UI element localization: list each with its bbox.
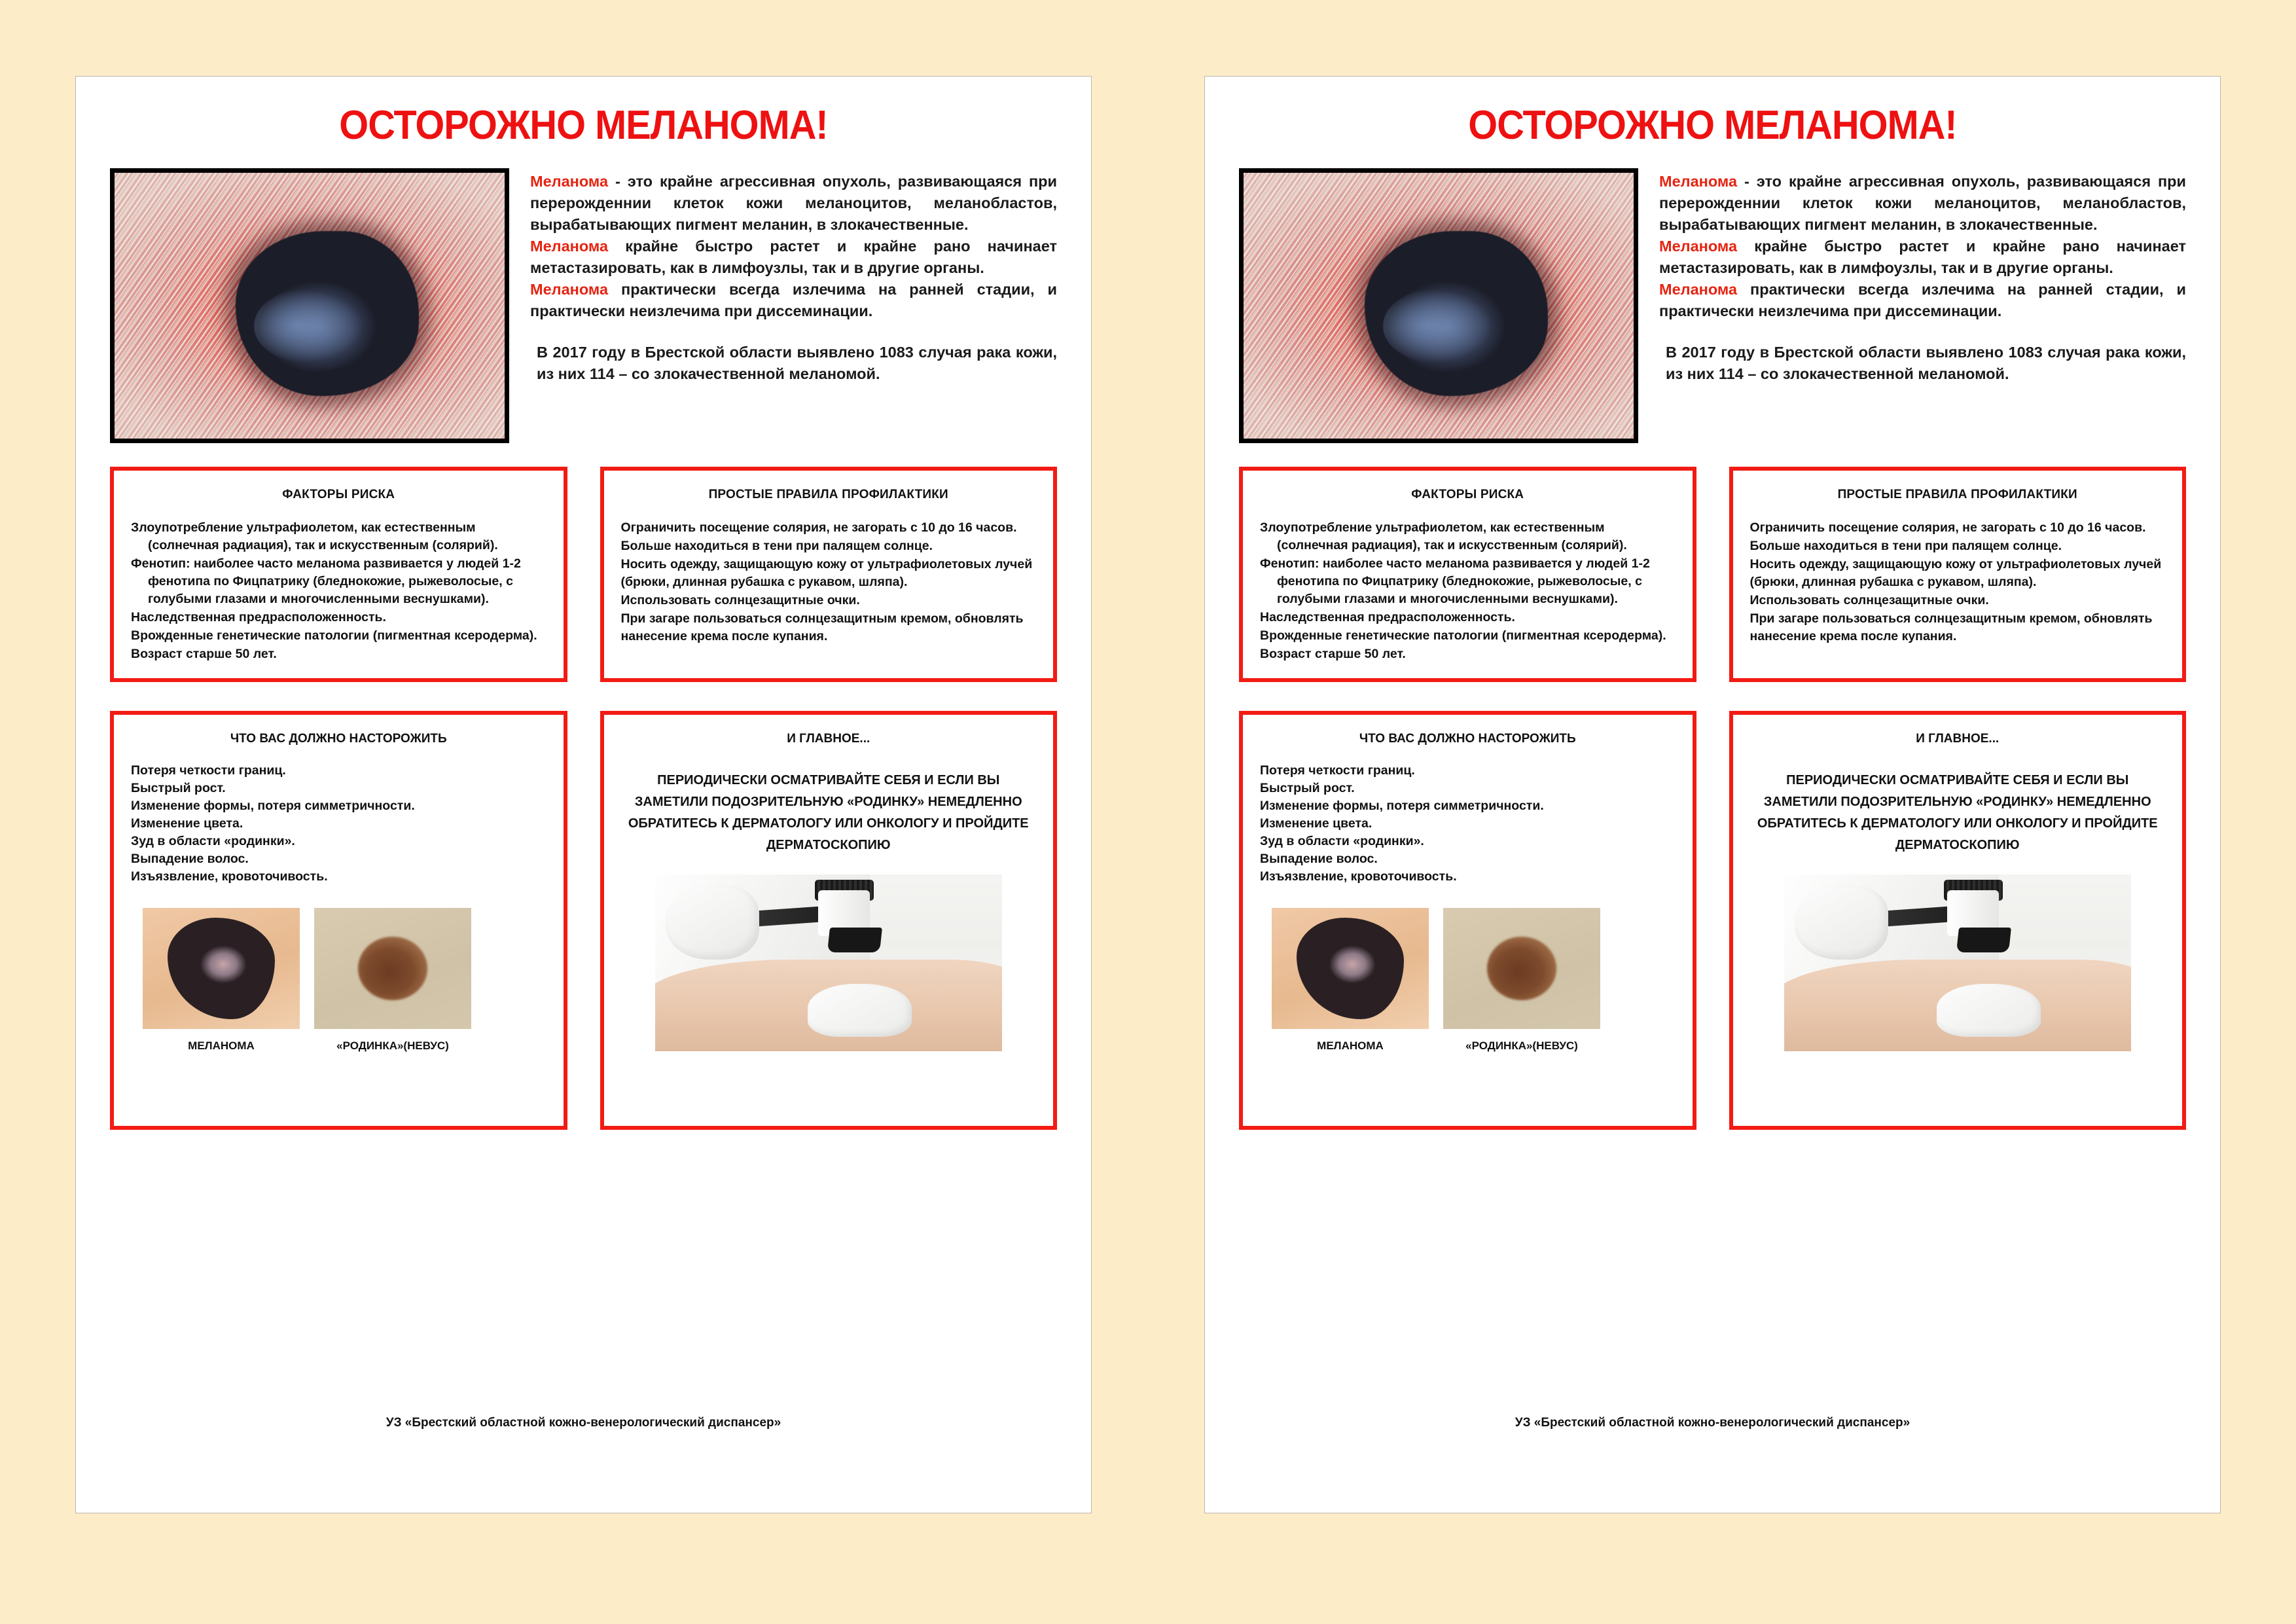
- lower-boxes-row: [110, 711, 1057, 1130]
- main-message-heading: И ГЛАВНОЕ...: [787, 732, 870, 746]
- melanoma-comparison-photo: [143, 908, 300, 1029]
- list-item: Потеря четкости границ.: [131, 763, 286, 778]
- list-item: Выпадение волос.: [1260, 852, 1378, 866]
- intro-paragraph-3-rest: практически всегда излечима на ранней стадии, и практически неизлечима при диссеминации.: [530, 281, 1057, 319]
- warning-signs-list: [1257, 762, 1678, 886]
- intro-paragraph-1-rest: - это крайне агрессивная опухоль, развивающаяся при перерожденнии клеток кожи меланоцитов, меланобластов, вырабатывающих пигмент меланин, в злокачественные.: [530, 173, 1057, 233]
- list-item: Носить одежду, защищающую кожу от ультрафиолетовых лучей (брюки, длинная рубашка с рукавом, шляпа).: [1749, 557, 2162, 589]
- keyword-melanoma: Меланома: [530, 281, 609, 298]
- list-item: Изменение цвета.: [131, 816, 243, 831]
- list-item: Зуд в области «родинки».: [131, 834, 295, 848]
- warning-signs-heading: ЧТО ВАС ДОЛЖНО НАСТОРОЖИТЬ: [230, 732, 447, 746]
- caption-melanoma: МЕЛАНОМА: [1317, 1039, 1384, 1052]
- main-message-text: ПЕРИОДИЧЕСКИ ОСМАТРИВАЙТЕ СЕБЯ И ЕСЛИ ВЫ ЗАМЕТИЛИ ПОДОЗРИТЕЛЬНУЮ «РОДИНКУ» НЕМЕДЛЕННО ОБРАТИТЕСЬ К ДЕРМАТОЛОГУ ИЛИ ОНКОЛОГУ И ПРОЙДИТЕ ДЕРМАТОСКОПИЮ: [628, 773, 1029, 852]
- list-item: При загаре пользоваться солнцезащитным кремом, обновлять нанесение крема после купания.: [620, 611, 1024, 643]
- list-item: Злоупотребление ультрафиолетом, как естественным (солнечная радиация), так и искусственным (солярий).: [131, 520, 498, 552]
- keyword-melanoma: Меланома: [530, 238, 609, 255]
- risk-factors-heading: ФАКТОРЫ РИСКА: [1411, 488, 1524, 501]
- nevus-comparison-photo: [1443, 908, 1600, 1029]
- intro-paragraph-2-rest: крайне быстро растет и крайне рано начинает метастазировать, как в лимфоузлы, так и в другие органы.: [1659, 238, 2186, 276]
- prevention-box: [600, 467, 1058, 682]
- list-item: Наследственная предрасположенность.: [1260, 610, 1515, 624]
- list-item: Наследственная предрасположенность.: [131, 610, 386, 624]
- prevention-heading: ПРОСТЫЕ ПРАВИЛА ПРОФИЛАКТИКИ: [708, 488, 948, 501]
- list-item: Фенотип: наиболее часто меланома развивается у людей 1-2 фенотипа по Фицпатрику (бледнокожие, рыжеволосые, с голубыми глазами и многочисленными веснушками).: [131, 556, 521, 606]
- intro-paragraph-1: [1659, 171, 2186, 236]
- intro-section: [110, 168, 1057, 443]
- main-message-box: [1729, 711, 2187, 1130]
- keyword-melanoma: Меланома: [1659, 238, 1738, 255]
- list-item: Быстрый рост.: [131, 781, 226, 795]
- intro-paragraph-2: [1659, 236, 2186, 279]
- melanoma-lesion: [1365, 231, 1548, 396]
- footer-text: УЗ «Брестский областной кожно-венерологический диспансер»: [386, 1416, 781, 1430]
- prevention-list: [1748, 519, 2168, 645]
- comparison-captions: [1257, 1039, 1678, 1053]
- intro-paragraph-2-rest: крайне быстро растет и крайне рано начинает метастазировать, как в лимфоузлы, так и в другие органы.: [530, 238, 1057, 276]
- list-item: Врожденные генетические патологии (пигментная ксеродерма).: [131, 628, 537, 643]
- warning-signs-heading: ЧТО ВАС ДОЛЖНО НАСТОРОЖИТЬ: [1359, 732, 1576, 746]
- comparison-captions: [128, 1039, 549, 1053]
- list-item: При загаре пользоваться солнцезащитным кремом, обновлять нанесение крема после купания.: [1749, 611, 2153, 643]
- dermatoscope-head: [827, 928, 882, 952]
- risk-factors-heading: ФАКТОРЫ РИСКА: [282, 488, 395, 501]
- intro-text: [1659, 168, 2186, 443]
- keyword-melanoma: Меланома: [1659, 173, 1738, 190]
- caption-nevus: «РОДИНКА»(НЕВУС): [336, 1039, 449, 1052]
- intro-section: [1239, 168, 2186, 443]
- dermatoscopy-photo: [1784, 875, 2131, 1051]
- intro-paragraph-2: [530, 236, 1057, 279]
- melanoma-comparison-photo: [1272, 908, 1429, 1029]
- comparison-images: [128, 908, 549, 1029]
- list-item: Больше находиться в тени при палящем солнце.: [1749, 539, 2062, 553]
- list-item: Изменение формы, потеря симметричности.: [1260, 799, 1544, 813]
- keyword-melanoma: Меланома: [530, 173, 609, 190]
- gloved-hand-lower: [808, 984, 912, 1037]
- gloved-hand-upper: [666, 885, 759, 959]
- prevention-list: [619, 519, 1039, 645]
- statistics-paragraph: В 2017 году в Брестской области выявлено 1083 случая рака кожи, из них 114 – со злокачественной меланомой.: [537, 344, 1057, 382]
- main-message-heading: И ГЛАВНОЕ...: [1916, 732, 2000, 746]
- list-item: Возраст старше 50 лет.: [1260, 647, 1406, 661]
- gloved-hand-upper: [1795, 885, 1888, 959]
- main-message-text: ПЕРИОДИЧЕСКИ ОСМАТРИВАЙТЕ СЕБЯ И ЕСЛИ ВЫ ЗАМЕТИЛИ ПОДОЗРИТЕЛЬНУЮ «РОДИНКУ» НЕМЕДЛЕННО ОБРАТИТЕСЬ К ДЕРМАТОЛОГУ ИЛИ ОНКОЛОГУ И ПРОЙДИТЕ ДЕРМАТОСКОПИЮ: [1757, 773, 2158, 852]
- melanoma-photo: [110, 168, 509, 443]
- page-title: ОСТОРОЖНО МЕЛАНОМА!: [1468, 103, 1957, 148]
- list-item: Изъязвление, кровоточивость.: [1260, 869, 1457, 884]
- list-item: Выпадение волос.: [131, 852, 249, 866]
- melanoma-photo: [1239, 168, 1638, 443]
- list-item: Потеря четкости границ.: [1260, 763, 1415, 778]
- warning-signs-list: [128, 762, 549, 886]
- brochure-page-1: [75, 76, 1092, 1513]
- risk-factors-list: [128, 519, 549, 663]
- gloved-hand-lower: [1937, 984, 2041, 1037]
- comparison-images: [1257, 908, 1678, 1029]
- list-item: Использовать солнцезащитные очки.: [620, 593, 860, 607]
- nevus-comparison-photo: [314, 908, 471, 1029]
- keyword-melanoma: Меланома: [1659, 281, 1738, 298]
- intro-paragraph-1-rest: - это крайне агрессивная опухоль, развивающаяся при перерожденнии клеток кожи меланоцитов, меланобластов, вырабатывающих пигмент меланин, в злокачественные.: [1659, 173, 2186, 233]
- lower-boxes-row: [1239, 711, 2186, 1130]
- footer-text: УЗ «Брестский областной кожно-венерологический диспансер»: [1515, 1416, 1910, 1430]
- brochure-page-2: [1204, 76, 2221, 1513]
- list-item: Изъязвление, кровоточивость.: [131, 869, 328, 884]
- list-item: Больше находиться в тени при палящем солнце.: [620, 539, 933, 553]
- upper-boxes-row: [1239, 467, 2186, 682]
- risk-factors-box: [110, 467, 567, 682]
- melanoma-lesion: [236, 231, 419, 396]
- main-message-box: [600, 711, 1058, 1130]
- list-item: Зуд в области «родинки».: [1260, 834, 1424, 848]
- list-item: Изменение формы, потеря симметричности.: [131, 799, 415, 813]
- list-item: Врожденные генетические патологии (пигментная ксеродерма).: [1260, 628, 1666, 643]
- intro-paragraph-3: [530, 279, 1057, 322]
- statistics-paragraph: В 2017 году в Брестской области выявлено 1083 случая рака кожи, из них 114 – со злокачественной меланомой.: [1666, 344, 2186, 382]
- risk-factors-box: [1239, 467, 1696, 682]
- warning-signs-box: [110, 711, 567, 1130]
- risk-factors-list: [1257, 519, 1678, 663]
- list-item: Изменение цвета.: [1260, 816, 1372, 831]
- upper-boxes-row: [110, 467, 1057, 682]
- list-item: Фенотип: наиболее часто меланома развивается у людей 1-2 фенотипа по Фицпатрику (бледнокожие, рыжеволосые, с голубыми глазами и многочисленными веснушками).: [1260, 556, 1650, 606]
- list-item: Ограничить посещение солярия, не загорать с 10 до 16 часов.: [620, 520, 1017, 535]
- list-item: Злоупотребление ультрафиолетом, как естественным (солнечная радиация), так и искусственным (солярий).: [1260, 520, 1627, 552]
- dermatoscope-head: [1956, 928, 2011, 952]
- list-item: Быстрый рост.: [1260, 781, 1355, 795]
- caption-nevus: «РОДИНКА»(НЕВУС): [1465, 1039, 1578, 1052]
- dermatoscopy-photo: [655, 875, 1002, 1051]
- list-item: Ограничить посещение солярия, не загорать с 10 до 16 часов.: [1749, 520, 2146, 535]
- list-item: Использовать солнцезащитные очки.: [1749, 593, 1989, 607]
- warning-signs-box: [1239, 711, 1696, 1130]
- list-item: Носить одежду, защищающую кожу от ультрафиолетовых лучей (брюки, длинная рубашка с рукавом, шляпа).: [620, 557, 1033, 589]
- intro-paragraph-1: [530, 171, 1057, 236]
- intro-paragraph-3: [1659, 279, 2186, 322]
- caption-melanoma: МЕЛАНОМА: [188, 1039, 255, 1052]
- page-title: ОСТОРОЖНО МЕЛАНОМА!: [339, 103, 828, 148]
- prevention-heading: ПРОСТЫЕ ПРАВИЛА ПРОФИЛАКТИКИ: [1837, 488, 2077, 501]
- intro-paragraph-3-rest: практически всегда излечима на ранней стадии, и практически неизлечима при диссеминации.: [1659, 281, 2186, 319]
- prevention-box: [1729, 467, 2187, 682]
- intro-text: [530, 168, 1057, 443]
- list-item: Возраст старше 50 лет.: [131, 647, 277, 661]
